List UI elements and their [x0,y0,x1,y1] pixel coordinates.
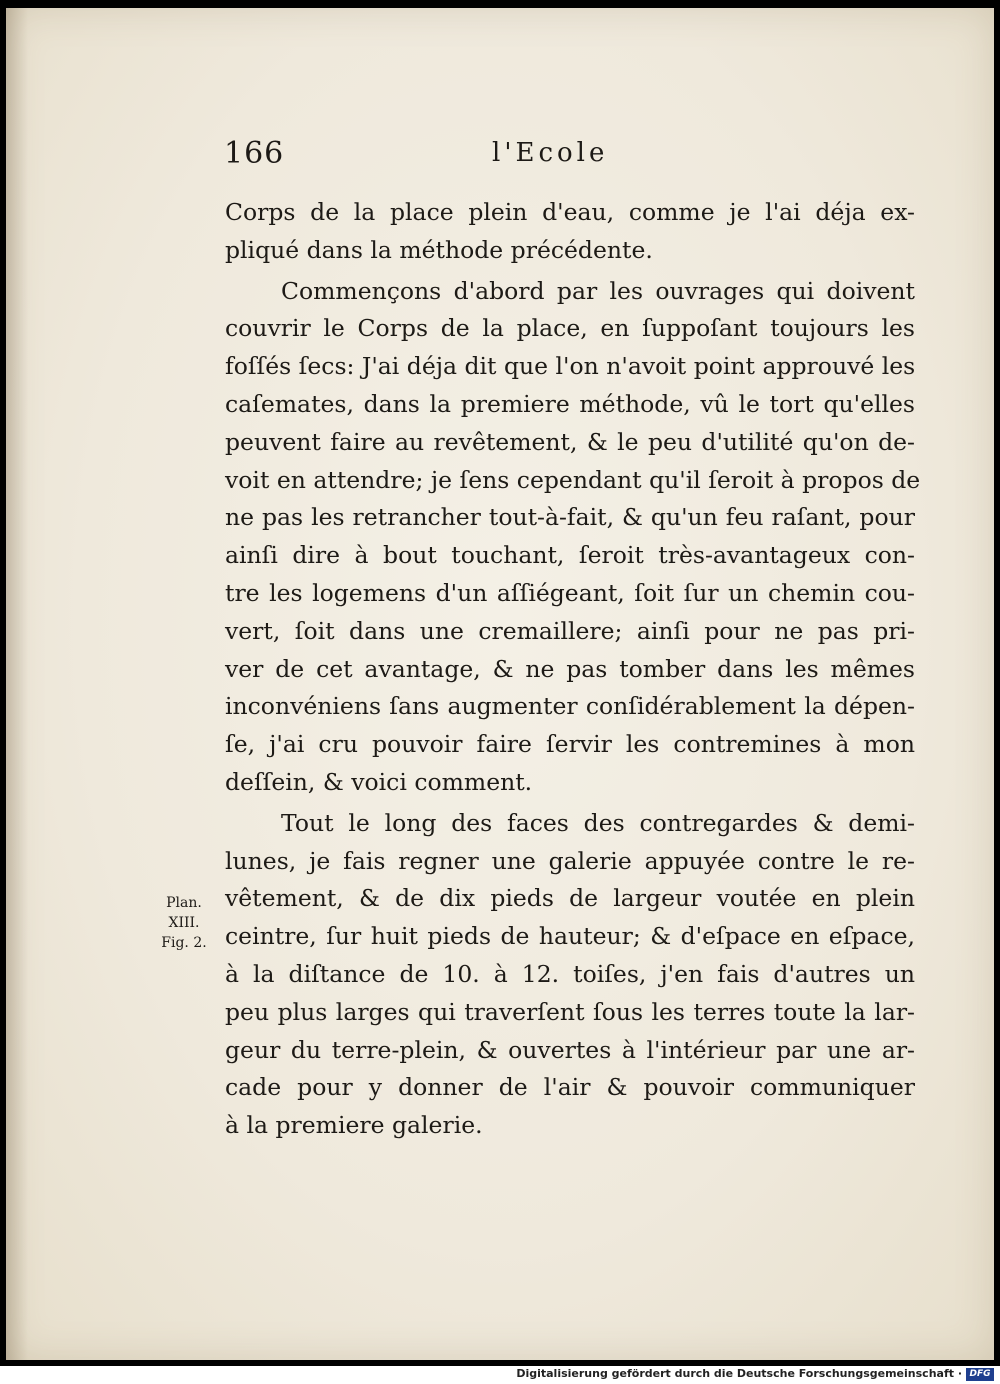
text-line: peuvent faire au revêtement, & le peu d'utilité qu'on de- [225,427,915,456]
text-line: ne pas les retrancher tout-à-fait, & qu'un feu raſant, pour [225,503,915,532]
text-line: voit en attendre; je ſens cependant qu'il ſeroit à propos de [225,465,921,494]
margin-note-plate-reference [154,893,214,953]
text-line: ſe, j'ai cru pouvoir faire ſervir les contremines à mon [225,730,915,759]
margin-note-line: XIII. [168,915,200,931]
text-line: foſſés ſecs: J'ai déja dit que l'on n'avoit point approuvé les [225,352,916,381]
text-line: inconvéniens ſans augmenter conſidérablement la dépen- [225,692,915,721]
margin-note-line: Fig. 2. [161,935,207,951]
text-line: caſemates, dans la premiere méthode, vû le tort qu'elles [225,389,915,418]
page-number: 166 [224,136,285,171]
digitization-footer [0,1366,1000,1384]
running-head [6,136,994,176]
dfg-logo-icon: DFG [966,1368,994,1381]
text-line: ceintre, ſur huit pieds de hauteur; & d'eſpace en eſpace, [225,922,915,951]
book-page [6,8,994,1360]
text-line: tre les logemens d'un aſſiégeant, ſoit ſur un chemin cou- [225,578,915,607]
text-line: deſſein, & voici comment. [225,767,533,796]
text-line: ainſi dire à bout touchant, ſeroit très-avantageux con- [225,541,915,570]
text-line: vert, ſoit dans une cremaillere; ainſi pour ne pas pri- [225,616,915,645]
text-line: ver de cet avantage, & ne pas tomber dans les mêmes [225,654,915,683]
text-line: couvrir le Corps de la place, en ſuppoſant toujours les [225,314,915,343]
margin-note-line: Plan. [166,895,202,911]
text-line: à la diſtance de 10. à 12. toiſes, j'en fais d'autres un [225,959,915,988]
text-line: pliqué dans la méthode précédente. [225,235,653,264]
text-line: vêtement, & de dix pieds de largeur voutée en plein [225,884,915,913]
body-text [225,194,921,1145]
text-line: geur du terre-plein, & ouvertes à l'intérieur par une ar- [225,1035,915,1064]
funding-credit: Digitalisierung gefördert durch die Deutsche Forschungsgemeinschaft · [516,1367,962,1380]
text-line: peu plus larges qui traverſent ſous les terres toute la lar- [225,997,915,1026]
text-line: cade pour y donner de l'air & pouvoir communiquer [225,1073,915,1102]
text-line: à la premiere galerie. [225,1111,483,1140]
text-line: Commençons d'abord par les ouvrages qui doivent [281,276,915,305]
text-line: Tout le long des faces des contregardes & demi- [281,808,915,837]
text-line: Corps de la place plein d'eau, comme je l'ai déja ex- [225,198,915,226]
running-head-title: l'Ecole [492,138,609,168]
text-line: lunes, je fais regner une galerie appuyée contre le re- [225,846,915,875]
spine-shadow [6,8,28,1360]
